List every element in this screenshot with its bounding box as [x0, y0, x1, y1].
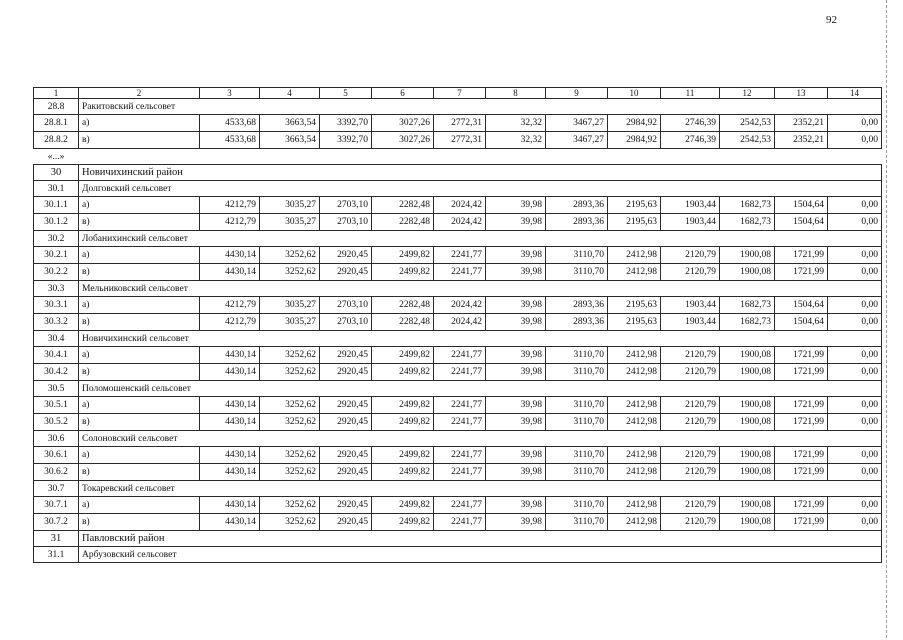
value-cell: 2024,42 — [434, 314, 486, 331]
value-cell: 3035,27 — [260, 314, 320, 331]
value-cell: 4430,14 — [200, 497, 260, 514]
table-row — [34, 247, 882, 264]
value-cell: 2542,53 — [720, 115, 775, 132]
value-cell: 4212,79 — [200, 197, 260, 214]
value-cell: 1900,08 — [720, 397, 775, 414]
value-cell: 39,98 — [486, 314, 546, 331]
value-cell: 3035,27 — [260, 197, 320, 214]
value-cell: 3252,62 — [260, 364, 320, 381]
table-row — [34, 297, 882, 314]
value-cell: 2412,98 — [608, 497, 661, 514]
column-header: 5 — [320, 88, 372, 99]
value-cell: 1504,64 — [775, 214, 828, 231]
value-cell: 4430,14 — [200, 364, 260, 381]
value-cell: 2120,79 — [661, 347, 720, 364]
value-cell: 1900,08 — [720, 464, 775, 481]
row-label: в) — [79, 214, 200, 231]
value-cell: 2120,79 — [661, 414, 720, 431]
value-cell: 2282,48 — [372, 214, 434, 231]
value-cell: 3392,70 — [320, 115, 372, 132]
group-row — [34, 181, 882, 197]
value-cell: 2241,77 — [434, 247, 486, 264]
value-cell: 1721,99 — [775, 497, 828, 514]
value-cell: 39,98 — [486, 247, 546, 264]
value-cell: 2920,45 — [320, 347, 372, 364]
table-row — [34, 447, 882, 464]
row-label: в) — [79, 314, 200, 331]
value-cell: 2746,39 — [661, 132, 720, 149]
value-cell: 2499,82 — [372, 464, 434, 481]
value-cell: 3110,70 — [546, 447, 608, 464]
value-cell: 1721,99 — [775, 414, 828, 431]
value-cell: 0,00 — [828, 397, 882, 414]
row-label: а) — [79, 297, 200, 314]
row-label: а) — [79, 247, 200, 264]
table-row — [34, 364, 882, 381]
value-cell: 2352,21 — [775, 115, 828, 132]
ellipsis-blank — [79, 149, 882, 165]
value-cell: 3110,70 — [546, 464, 608, 481]
table-row — [34, 514, 882, 531]
value-cell: 2120,79 — [661, 447, 720, 464]
group-row — [34, 547, 882, 563]
value-cell: 32,32 — [486, 115, 546, 132]
value-cell: 3467,27 — [546, 115, 608, 132]
value-cell: 2282,48 — [372, 197, 434, 214]
section-code: 30 — [34, 165, 79, 181]
value-cell: 3252,62 — [260, 397, 320, 414]
row-label: в) — [79, 364, 200, 381]
section-name: Павловский район — [79, 531, 882, 547]
value-cell: 2412,98 — [608, 247, 661, 264]
value-cell: 2542,53 — [720, 132, 775, 149]
row-label: а) — [79, 447, 200, 464]
row-code: 30.5.1 — [34, 397, 79, 414]
value-cell: 1721,99 — [775, 447, 828, 464]
value-cell: 2241,77 — [434, 447, 486, 464]
group-name: Ракитовский сельсовет — [79, 99, 882, 115]
value-cell: 2195,63 — [608, 297, 661, 314]
value-cell: 3252,62 — [260, 414, 320, 431]
value-cell: 2241,77 — [434, 347, 486, 364]
column-header: 11 — [661, 88, 720, 99]
table-row — [34, 414, 882, 431]
value-cell: 0,00 — [828, 197, 882, 214]
value-cell: 3110,70 — [546, 264, 608, 281]
row-code: 30.4.1 — [34, 347, 79, 364]
column-header: 3 — [200, 88, 260, 99]
value-cell: 2920,45 — [320, 514, 372, 531]
group-code: 31.1 — [34, 547, 79, 563]
value-cell: 1900,08 — [720, 264, 775, 281]
value-cell: 39,98 — [486, 347, 546, 364]
value-cell: 2893,36 — [546, 314, 608, 331]
value-cell: 1721,99 — [775, 347, 828, 364]
value-cell: 0,00 — [828, 447, 882, 464]
value-cell: 2241,77 — [434, 464, 486, 481]
value-cell: 2984,92 — [608, 115, 661, 132]
value-cell: 3252,62 — [260, 497, 320, 514]
value-cell: 0,00 — [828, 414, 882, 431]
row-code: 28.8.1 — [34, 115, 79, 132]
value-cell: 3467,27 — [546, 132, 608, 149]
value-cell: 3252,62 — [260, 247, 320, 264]
section-name: Новичихинский район — [79, 165, 882, 181]
value-cell: 0,00 — [828, 297, 882, 314]
group-name: Новичихинский сельсовет — [79, 331, 882, 347]
value-cell: 2499,82 — [372, 497, 434, 514]
value-cell: 2499,82 — [372, 347, 434, 364]
column-header: 9 — [546, 88, 608, 99]
value-cell: 3663,54 — [260, 132, 320, 149]
value-cell: 2893,36 — [546, 297, 608, 314]
section-row — [34, 531, 882, 547]
value-cell: 2241,77 — [434, 397, 486, 414]
table-row — [34, 347, 882, 364]
row-label: а) — [79, 197, 200, 214]
value-cell: 2120,79 — [661, 514, 720, 531]
group-name: Поломошенский сельсовет — [79, 381, 882, 397]
group-row — [34, 431, 882, 447]
table-row — [34, 464, 882, 481]
row-code: 30.4.2 — [34, 364, 79, 381]
row-code: 30.3.2 — [34, 314, 79, 331]
value-cell: 3392,70 — [320, 132, 372, 149]
value-cell: 1504,64 — [775, 314, 828, 331]
value-cell: 4430,14 — [200, 514, 260, 531]
value-cell: 0,00 — [828, 347, 882, 364]
value-cell: 1721,99 — [775, 464, 828, 481]
value-cell: 2893,36 — [546, 197, 608, 214]
value-cell: 2024,42 — [434, 297, 486, 314]
value-cell: 2703,10 — [320, 197, 372, 214]
value-cell: 2703,10 — [320, 314, 372, 331]
value-cell: 2772,31 — [434, 132, 486, 149]
value-cell: 2120,79 — [661, 364, 720, 381]
value-cell: 2893,36 — [546, 214, 608, 231]
group-name: Токаревский сельсовет — [79, 481, 882, 497]
value-cell: 1903,44 — [661, 297, 720, 314]
group-code: 28.8 — [34, 99, 79, 115]
value-cell: 2195,63 — [608, 197, 661, 214]
row-code: 30.1.1 — [34, 197, 79, 214]
row-code: 30.2.1 — [34, 247, 79, 264]
value-cell: 4430,14 — [200, 447, 260, 464]
value-cell: 1682,73 — [720, 197, 775, 214]
value-cell: 4430,14 — [200, 347, 260, 364]
value-cell: 1682,73 — [720, 214, 775, 231]
value-cell: 3110,70 — [546, 497, 608, 514]
header-row — [34, 88, 882, 99]
value-cell: 2920,45 — [320, 397, 372, 414]
value-cell: 1900,08 — [720, 514, 775, 531]
value-cell: 39,98 — [486, 447, 546, 464]
value-cell: 32,32 — [486, 132, 546, 149]
value-cell: 2703,10 — [320, 214, 372, 231]
row-label: а) — [79, 115, 200, 132]
value-cell: 2120,79 — [661, 247, 720, 264]
group-row — [34, 99, 882, 115]
column-header: 12 — [720, 88, 775, 99]
value-cell: 1900,08 — [720, 497, 775, 514]
group-row — [34, 381, 882, 397]
value-cell: 2024,42 — [434, 197, 486, 214]
page-number: 92 — [826, 14, 837, 26]
table-row — [34, 197, 882, 214]
row-label: а) — [79, 397, 200, 414]
value-cell: 2412,98 — [608, 414, 661, 431]
value-cell: 0,00 — [828, 247, 882, 264]
value-cell: 2412,98 — [608, 397, 661, 414]
value-cell: 2241,77 — [434, 364, 486, 381]
row-label: в) — [79, 514, 200, 531]
group-name: Солоновский сельсовет — [79, 431, 882, 447]
row-code: 28.8.2 — [34, 132, 79, 149]
value-cell: 4533,68 — [200, 115, 260, 132]
value-cell: 0,00 — [828, 214, 882, 231]
value-cell: 39,98 — [486, 297, 546, 314]
value-cell: 2920,45 — [320, 497, 372, 514]
row-label: в) — [79, 414, 200, 431]
value-cell: 4430,14 — [200, 464, 260, 481]
value-cell: 2920,45 — [320, 414, 372, 431]
column-header: 4 — [260, 88, 320, 99]
table-row — [34, 115, 882, 132]
value-cell: 2746,39 — [661, 115, 720, 132]
value-cell: 3252,62 — [260, 347, 320, 364]
column-header: 6 — [372, 88, 434, 99]
value-cell: 2412,98 — [608, 447, 661, 464]
value-cell: 2412,98 — [608, 347, 661, 364]
value-cell: 1504,64 — [775, 197, 828, 214]
value-cell: 2412,98 — [608, 264, 661, 281]
value-cell: 2920,45 — [320, 247, 372, 264]
value-cell: 3110,70 — [546, 514, 608, 531]
value-cell: 4212,79 — [200, 297, 260, 314]
value-cell: 3110,70 — [546, 364, 608, 381]
group-code: 30.2 — [34, 231, 79, 247]
value-cell: 2241,77 — [434, 497, 486, 514]
value-cell: 39,98 — [486, 264, 546, 281]
value-cell: 2352,21 — [775, 132, 828, 149]
row-label: в) — [79, 464, 200, 481]
value-cell: 1721,99 — [775, 264, 828, 281]
group-code: 30.5 — [34, 381, 79, 397]
value-cell: 1682,73 — [720, 297, 775, 314]
row-code: 30.6.1 — [34, 447, 79, 464]
value-cell: 1721,99 — [775, 247, 828, 264]
value-cell: 1721,99 — [775, 364, 828, 381]
value-cell: 1903,44 — [661, 197, 720, 214]
value-cell: 2412,98 — [608, 364, 661, 381]
value-cell: 4533,68 — [200, 132, 260, 149]
row-label: в) — [79, 264, 200, 281]
column-header: 8 — [486, 88, 546, 99]
column-header: 1 — [34, 88, 79, 99]
value-cell: 39,98 — [486, 364, 546, 381]
column-header: 14 — [828, 88, 882, 99]
value-cell: 3035,27 — [260, 214, 320, 231]
table-row — [34, 397, 882, 414]
table-row — [34, 214, 882, 231]
column-header: 7 — [434, 88, 486, 99]
value-cell: 2412,98 — [608, 514, 661, 531]
value-cell: 2241,77 — [434, 514, 486, 531]
value-cell: 1900,08 — [720, 247, 775, 264]
value-cell: 2195,63 — [608, 214, 661, 231]
value-cell: 2282,48 — [372, 297, 434, 314]
group-code: 30.6 — [34, 431, 79, 447]
value-cell: 2499,82 — [372, 414, 434, 431]
value-cell: 2920,45 — [320, 447, 372, 464]
value-cell: 1900,08 — [720, 447, 775, 464]
value-cell: 0,00 — [828, 514, 882, 531]
value-cell: 2499,82 — [372, 447, 434, 464]
row-label: в) — [79, 132, 200, 149]
value-cell: 3252,62 — [260, 264, 320, 281]
value-cell: 4430,14 — [200, 397, 260, 414]
value-cell: 2703,10 — [320, 297, 372, 314]
row-label: а) — [79, 497, 200, 514]
column-header: 13 — [775, 88, 828, 99]
value-cell: 39,98 — [486, 214, 546, 231]
value-cell: 0,00 — [828, 497, 882, 514]
value-cell: 3027,26 — [372, 132, 434, 149]
value-cell: 2282,48 — [372, 314, 434, 331]
table-body — [34, 88, 882, 563]
value-cell: 3110,70 — [546, 397, 608, 414]
group-row — [34, 331, 882, 347]
value-cell: 3110,70 — [546, 414, 608, 431]
group-code: 30.1 — [34, 181, 79, 197]
value-cell: 1721,99 — [775, 397, 828, 414]
value-cell: 3035,27 — [260, 297, 320, 314]
value-cell: 2920,45 — [320, 364, 372, 381]
table-row — [34, 264, 882, 281]
value-cell: 3110,70 — [546, 347, 608, 364]
value-cell: 2120,79 — [661, 464, 720, 481]
group-name: Лобанихинский сельсовет — [79, 231, 882, 247]
value-cell: 3252,62 — [260, 447, 320, 464]
value-cell: 1900,08 — [720, 364, 775, 381]
value-cell: 3663,54 — [260, 115, 320, 132]
value-cell: 1721,99 — [775, 514, 828, 531]
value-cell: 39,98 — [486, 514, 546, 531]
group-name: Долговский сельсовет — [79, 181, 882, 197]
group-row — [34, 481, 882, 497]
tariff-table — [33, 87, 882, 563]
row-label: а) — [79, 347, 200, 364]
value-cell: 2024,42 — [434, 214, 486, 231]
value-cell: 1900,08 — [720, 347, 775, 364]
value-cell: 3252,62 — [260, 514, 320, 531]
value-cell: 39,98 — [486, 197, 546, 214]
value-cell: 2499,82 — [372, 264, 434, 281]
value-cell: 2499,82 — [372, 247, 434, 264]
value-cell: 4430,14 — [200, 414, 260, 431]
value-cell: 3252,62 — [260, 464, 320, 481]
value-cell: 2499,82 — [372, 397, 434, 414]
value-cell: 0,00 — [828, 364, 882, 381]
column-header: 2 — [79, 88, 200, 99]
value-cell: 0,00 — [828, 264, 882, 281]
value-cell: 39,98 — [486, 464, 546, 481]
table-row — [34, 132, 882, 149]
row-code: 30.2.2 — [34, 264, 79, 281]
value-cell: 3110,70 — [546, 247, 608, 264]
value-cell: 2772,31 — [434, 115, 486, 132]
table-row — [34, 314, 882, 331]
value-cell: 2920,45 — [320, 264, 372, 281]
value-cell: 4212,79 — [200, 214, 260, 231]
value-cell: 0,00 — [828, 115, 882, 132]
group-code: 30.4 — [34, 331, 79, 347]
value-cell: 4212,79 — [200, 314, 260, 331]
value-cell: 2120,79 — [661, 497, 720, 514]
group-row — [34, 281, 882, 297]
value-cell: 2412,98 — [608, 464, 661, 481]
column-header: 10 — [608, 88, 661, 99]
value-cell: 1900,08 — [720, 414, 775, 431]
row-code: 30.5.2 — [34, 414, 79, 431]
value-cell: 2920,45 — [320, 464, 372, 481]
value-cell: 2499,82 — [372, 364, 434, 381]
row-code: 30.1.2 — [34, 214, 79, 231]
group-code: 30.3 — [34, 281, 79, 297]
value-cell: 39,98 — [486, 497, 546, 514]
group-code: 30.7 — [34, 481, 79, 497]
group-row — [34, 231, 882, 247]
value-cell: 1903,44 — [661, 314, 720, 331]
value-cell: 2120,79 — [661, 397, 720, 414]
group-name: Арбузовский сельсовет — [79, 547, 882, 563]
ellipsis-marker: «...» — [34, 149, 79, 165]
value-cell: 2120,79 — [661, 264, 720, 281]
row-code: 30.6.2 — [34, 464, 79, 481]
value-cell: 4430,14 — [200, 247, 260, 264]
value-cell: 1504,64 — [775, 297, 828, 314]
row-code: 30.7.1 — [34, 497, 79, 514]
value-cell: 0,00 — [828, 464, 882, 481]
value-cell: 4430,14 — [200, 264, 260, 281]
page-edge-divider — [886, 0, 887, 640]
value-cell: 2195,63 — [608, 314, 661, 331]
ellipsis-row — [34, 149, 882, 165]
value-cell: 2499,82 — [372, 514, 434, 531]
group-name: Мельниковский сельсовет — [79, 281, 882, 297]
value-cell: 2241,77 — [434, 414, 486, 431]
value-cell: 1682,73 — [720, 314, 775, 331]
value-cell: 2241,77 — [434, 264, 486, 281]
value-cell: 2984,92 — [608, 132, 661, 149]
value-cell: 39,98 — [486, 414, 546, 431]
value-cell: 1903,44 — [661, 214, 720, 231]
row-code: 30.3.1 — [34, 297, 79, 314]
value-cell: 3027,26 — [372, 115, 434, 132]
table-row — [34, 497, 882, 514]
value-cell: 39,98 — [486, 397, 546, 414]
section-row — [34, 165, 882, 181]
value-cell: 0,00 — [828, 132, 882, 149]
section-code: 31 — [34, 531, 79, 547]
value-cell: 0,00 — [828, 314, 882, 331]
row-code: 30.7.2 — [34, 514, 79, 531]
